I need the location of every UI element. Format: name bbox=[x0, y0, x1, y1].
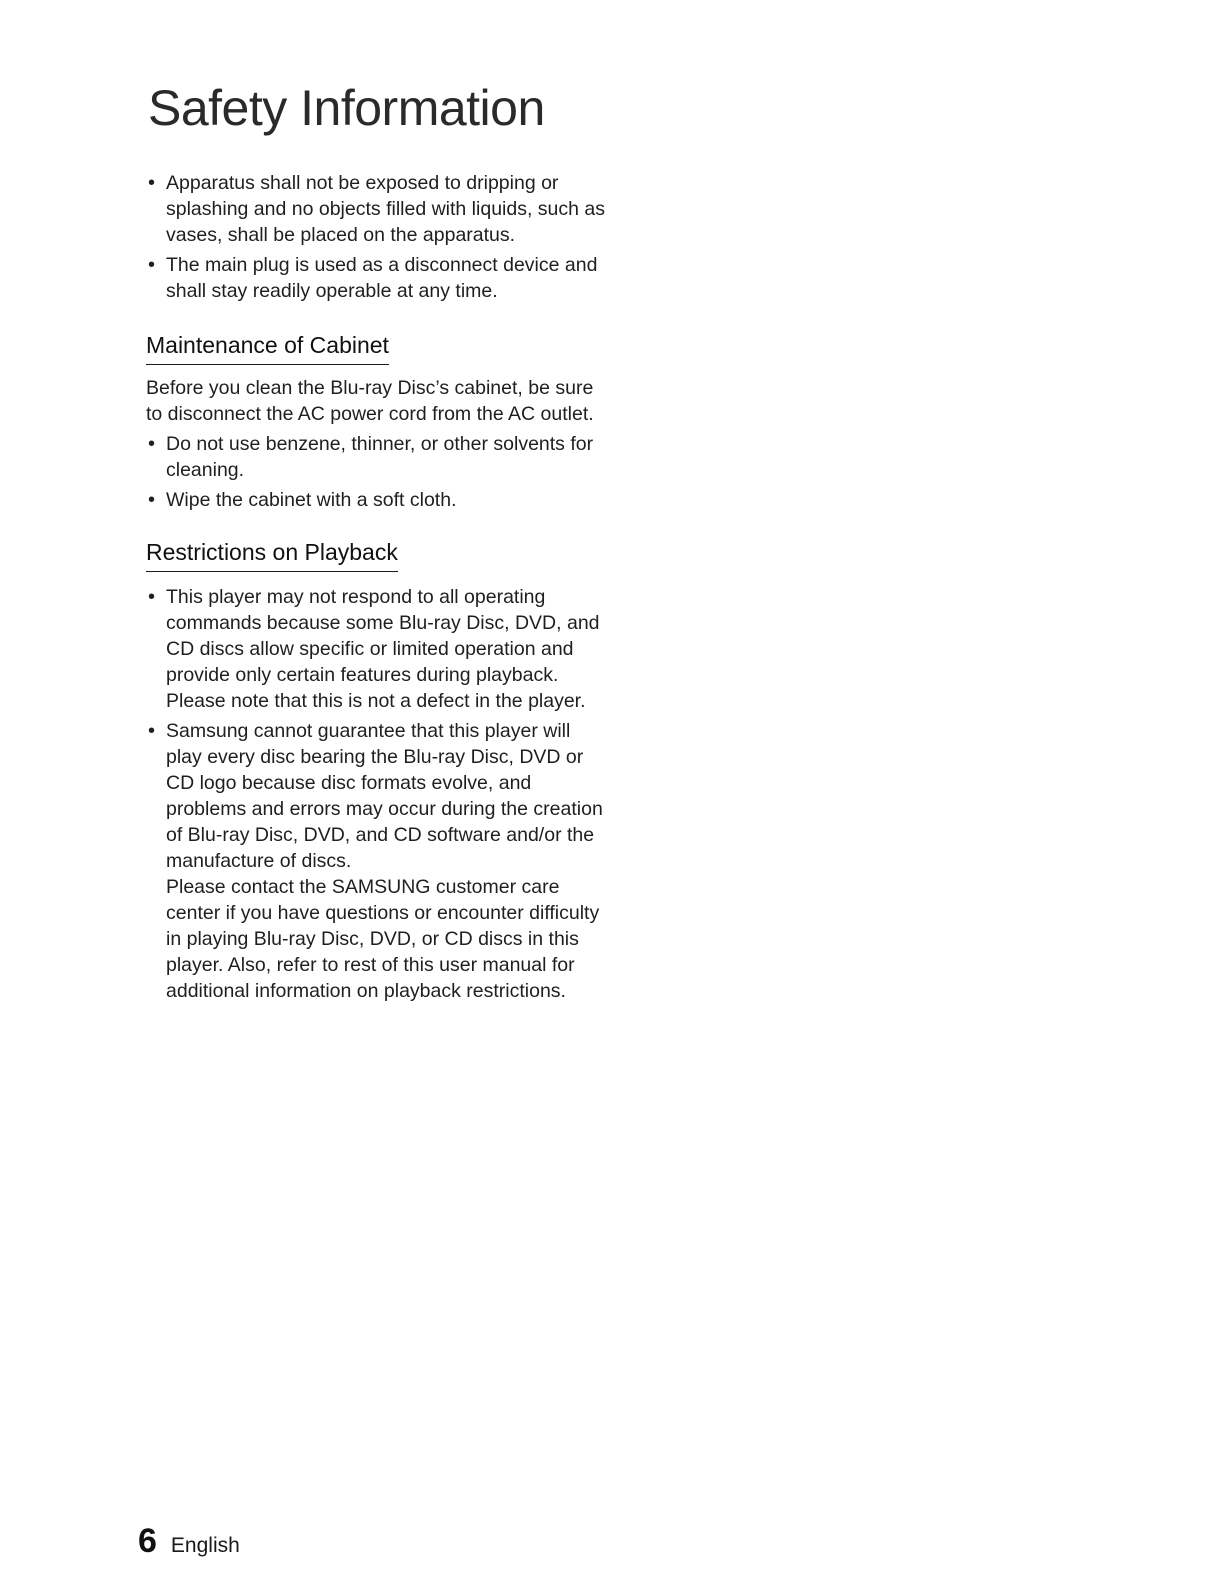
page-title: Safety Information bbox=[148, 80, 545, 136]
maintenance-section bbox=[146, 330, 606, 513]
list-item: • Apparatus shall not be exposed to dripping or splashing and no objects filled with liquids, such as vases, shall be placed on the apparatus. bbox=[148, 172, 606, 246]
content-column bbox=[146, 170, 606, 1008]
bullet-icon: • bbox=[148, 586, 156, 608]
restrictions-bullet-list bbox=[146, 584, 606, 1004]
bullet-icon: • bbox=[148, 172, 156, 194]
bullet-icon: • bbox=[148, 489, 156, 511]
page-footer bbox=[138, 1522, 240, 1561]
bullet-icon: • bbox=[148, 720, 156, 742]
list-item: • This player may not respond to all operating commands because some Blu-ray Disc, DVD, and CD discs allow specific or limited operation and provide only certain features during playback. Please note that this is not a defect in the player. bbox=[148, 586, 600, 712]
maintenance-bullet-list bbox=[146, 431, 606, 513]
intro-bullet-list bbox=[146, 170, 606, 304]
list-item: • The main plug is used as a disconnect device and shall stay readily operable at any time. bbox=[148, 254, 598, 302]
list-item: • Do not use benzene, thinner, or other solvents for cleaning. bbox=[148, 433, 594, 481]
page-language: English bbox=[170, 1534, 240, 1557]
section-heading: Restrictions on Playback bbox=[146, 537, 398, 572]
list-item: • Wipe the cabinet with a soft cloth. bbox=[148, 489, 457, 511]
list-item: • Samsung cannot guarantee that this player will play every disc bearing the Blu-ray Disc, DVD or CD logo because disc formats evolve, and problems and errors may occur during the creation of Blu-ray Disc, DVD, and CD software and/or the manufacture of discs. Please contact the SAMSUNG customer care center if you have questions or encounter difficulty in playing Blu-ray Disc, DVD, or CD discs in this player. Also, refer to rest of this user manual for additional information on playback restrictions. bbox=[148, 720, 603, 1002]
section-heading: Maintenance of Cabinet bbox=[146, 330, 389, 365]
maintenance-paragraph: Before you clean the Blu-ray Disc’s cabinet, be sure to disconnect the AC power cord from the AC outlet. bbox=[146, 377, 594, 425]
restrictions-section bbox=[146, 537, 606, 1004]
bullet-icon: • bbox=[148, 433, 156, 455]
page-number: 6 bbox=[138, 1522, 157, 1560]
bullet-icon: • bbox=[148, 254, 156, 276]
